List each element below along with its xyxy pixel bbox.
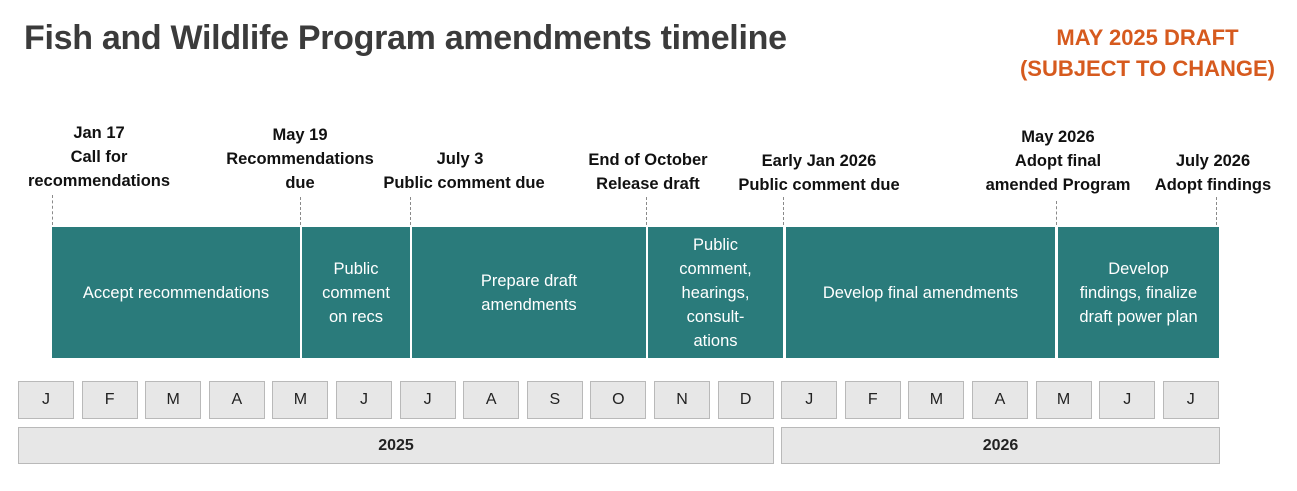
milestone-line: Call for (70, 148, 128, 166)
phase-develop-findings (1058, 227, 1219, 358)
milestone-end-of-october (580, 148, 716, 196)
milestone-connector (410, 197, 411, 225)
phase-label (481, 269, 577, 317)
phase-label (823, 281, 1018, 305)
milestone-line: End of October (588, 151, 708, 169)
milestone-line: Recommendations (226, 150, 374, 168)
phase-label-line: hearings, (681, 283, 750, 302)
phase-prepare-draft-amendments (412, 227, 646, 358)
milestone-july-3 (374, 147, 554, 195)
month-cell: J (1099, 381, 1155, 419)
phase-label (1079, 257, 1197, 329)
milestone-jan-17 (20, 121, 178, 193)
month-cell: A (209, 381, 265, 419)
month-cell: J (1163, 381, 1219, 419)
phase-label-line: Accept recommendations (82, 283, 270, 302)
phase-label-line: Develop (1108, 259, 1169, 278)
milestone-line: Adopt final (1014, 152, 1102, 170)
year-bar-2025: 2025 (18, 427, 774, 464)
milestone-may-2026 (978, 125, 1138, 197)
phase-label (322, 257, 390, 329)
phase-label-line: Prepare draft (480, 271, 578, 290)
month-cell: S (527, 381, 583, 419)
month-cell: N (654, 381, 710, 419)
month-cell: J (336, 381, 392, 419)
milestone-connector (783, 197, 784, 225)
page-title: Fish and Wildlife Program amendments timeline (24, 19, 787, 57)
month-cell: M (145, 381, 201, 419)
phase-label (83, 281, 269, 305)
phase-label-line: ations (693, 331, 738, 350)
phase-label-line: on recs (328, 307, 384, 326)
phase-label-line: Develop final amendments (822, 283, 1019, 302)
phase-label-line: comment, (679, 259, 752, 278)
milestone-line: Public comment due (383, 174, 545, 192)
phase-accept-recommendations (52, 227, 300, 358)
phase-label-line: amendments (481, 295, 577, 314)
month-cell: J (18, 381, 74, 419)
milestone-line: July 3 (436, 150, 484, 168)
milestone-connector (1216, 197, 1217, 225)
milestone-line: due (285, 174, 315, 192)
milestone-line: Jan 17 (73, 124, 125, 142)
month-cell: M (272, 381, 328, 419)
phase-label-line: Public (333, 259, 379, 278)
month-cell: F (845, 381, 901, 419)
draft-notice-line-2: (SUBJECT TO CHANGE) (1019, 56, 1275, 81)
month-cell: D (718, 381, 774, 419)
phase-public-comment-hearings (648, 227, 783, 358)
milestone-connector (300, 197, 301, 225)
milestone-line: Release draft (596, 175, 700, 193)
phase-label-line: draft power plan (1079, 307, 1198, 326)
milestone-line: recommendations (27, 172, 171, 190)
phase-label-line: Public (693, 235, 738, 254)
milestone-line: Adopt findings (1154, 176, 1272, 194)
month-cell: A (972, 381, 1028, 419)
milestone-line: May 2026 (1021, 128, 1095, 146)
milestone-early-jan-2026 (728, 149, 910, 197)
phase-label-line: consult- (686, 307, 745, 326)
draft-notice-line-1: MAY 2025 DRAFT (1056, 25, 1239, 50)
milestone-connector (646, 197, 647, 225)
year-bar-2026: 2026 (781, 427, 1220, 464)
milestone-may-19 (216, 123, 384, 195)
phase-label (679, 233, 751, 353)
milestone-connector (1056, 201, 1057, 225)
milestone-line: amended Program (985, 176, 1131, 194)
milestone-line: May 19 (272, 126, 328, 144)
milestone-line: Early Jan 2026 (761, 152, 877, 170)
milestone-line: Public comment due (738, 176, 900, 194)
month-cell: A (463, 381, 519, 419)
month-cell: J (400, 381, 456, 419)
phase-label-line: comment (322, 283, 390, 302)
milestone-line: July 2026 (1175, 152, 1251, 170)
draft-notice (1020, 22, 1275, 84)
milestone-connector (52, 195, 53, 225)
month-cell: M (1036, 381, 1092, 419)
month-cell: M (908, 381, 964, 419)
milestone-july-2026 (1148, 149, 1278, 197)
month-cell: J (781, 381, 837, 419)
phase-develop-final-amendments (786, 227, 1055, 358)
phase-label-line: findings, finalize (1079, 283, 1198, 302)
month-cell: F (82, 381, 138, 419)
month-cell: O (590, 381, 646, 419)
phase-public-comment-on-recs (302, 227, 410, 358)
